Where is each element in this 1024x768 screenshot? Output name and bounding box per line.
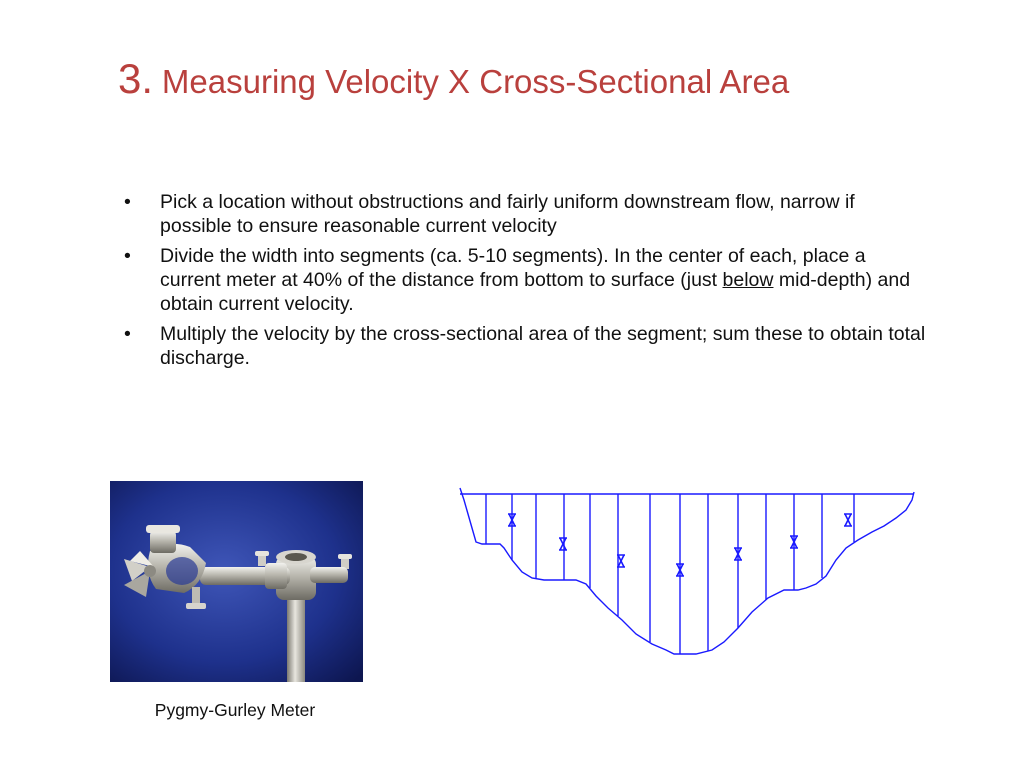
bullet-text: Multiply the velocity by the cross-sectional area of the segment; sum these to obtain total discharge. bbox=[160, 323, 926, 369]
bullet-item-segments bbox=[118, 244, 928, 316]
bullet-text: Pick a location without obstructions and fairly uniform downstream flow, narrow if possible to ensure reasonable current velocity bbox=[160, 191, 855, 237]
current-meter-photo bbox=[110, 481, 363, 682]
bullet-list bbox=[118, 190, 928, 376]
title-text: Measuring Velocity X Cross-Sectional Area bbox=[161, 63, 790, 100]
bullet-icon: • bbox=[124, 245, 131, 267]
measurement-point-marker bbox=[559, 538, 567, 550]
bullet-icon: • bbox=[124, 323, 131, 345]
bullet-text-after: mid-depth) and obtain current velocity. bbox=[160, 269, 911, 315]
measurement-point-marker bbox=[844, 514, 852, 526]
bullet-item-location bbox=[118, 190, 928, 238]
bullet-emphasis: below bbox=[722, 269, 774, 291]
stream-cross-section-diagram bbox=[456, 486, 918, 658]
bullet-text-before: Divide the width into segments (ca. 5-10 segments). In the center of each, place a current meter at 40% of the distance from bottom to surface (just bbox=[160, 245, 866, 291]
title-number: 3. bbox=[118, 55, 154, 102]
photo-caption: Pygmy-Gurley Meter bbox=[154, 700, 316, 720]
channel-bed-line bbox=[460, 488, 914, 654]
slide-title bbox=[118, 56, 789, 102]
bullet-icon: • bbox=[124, 191, 131, 213]
bullet-item-discharge bbox=[118, 322, 928, 370]
